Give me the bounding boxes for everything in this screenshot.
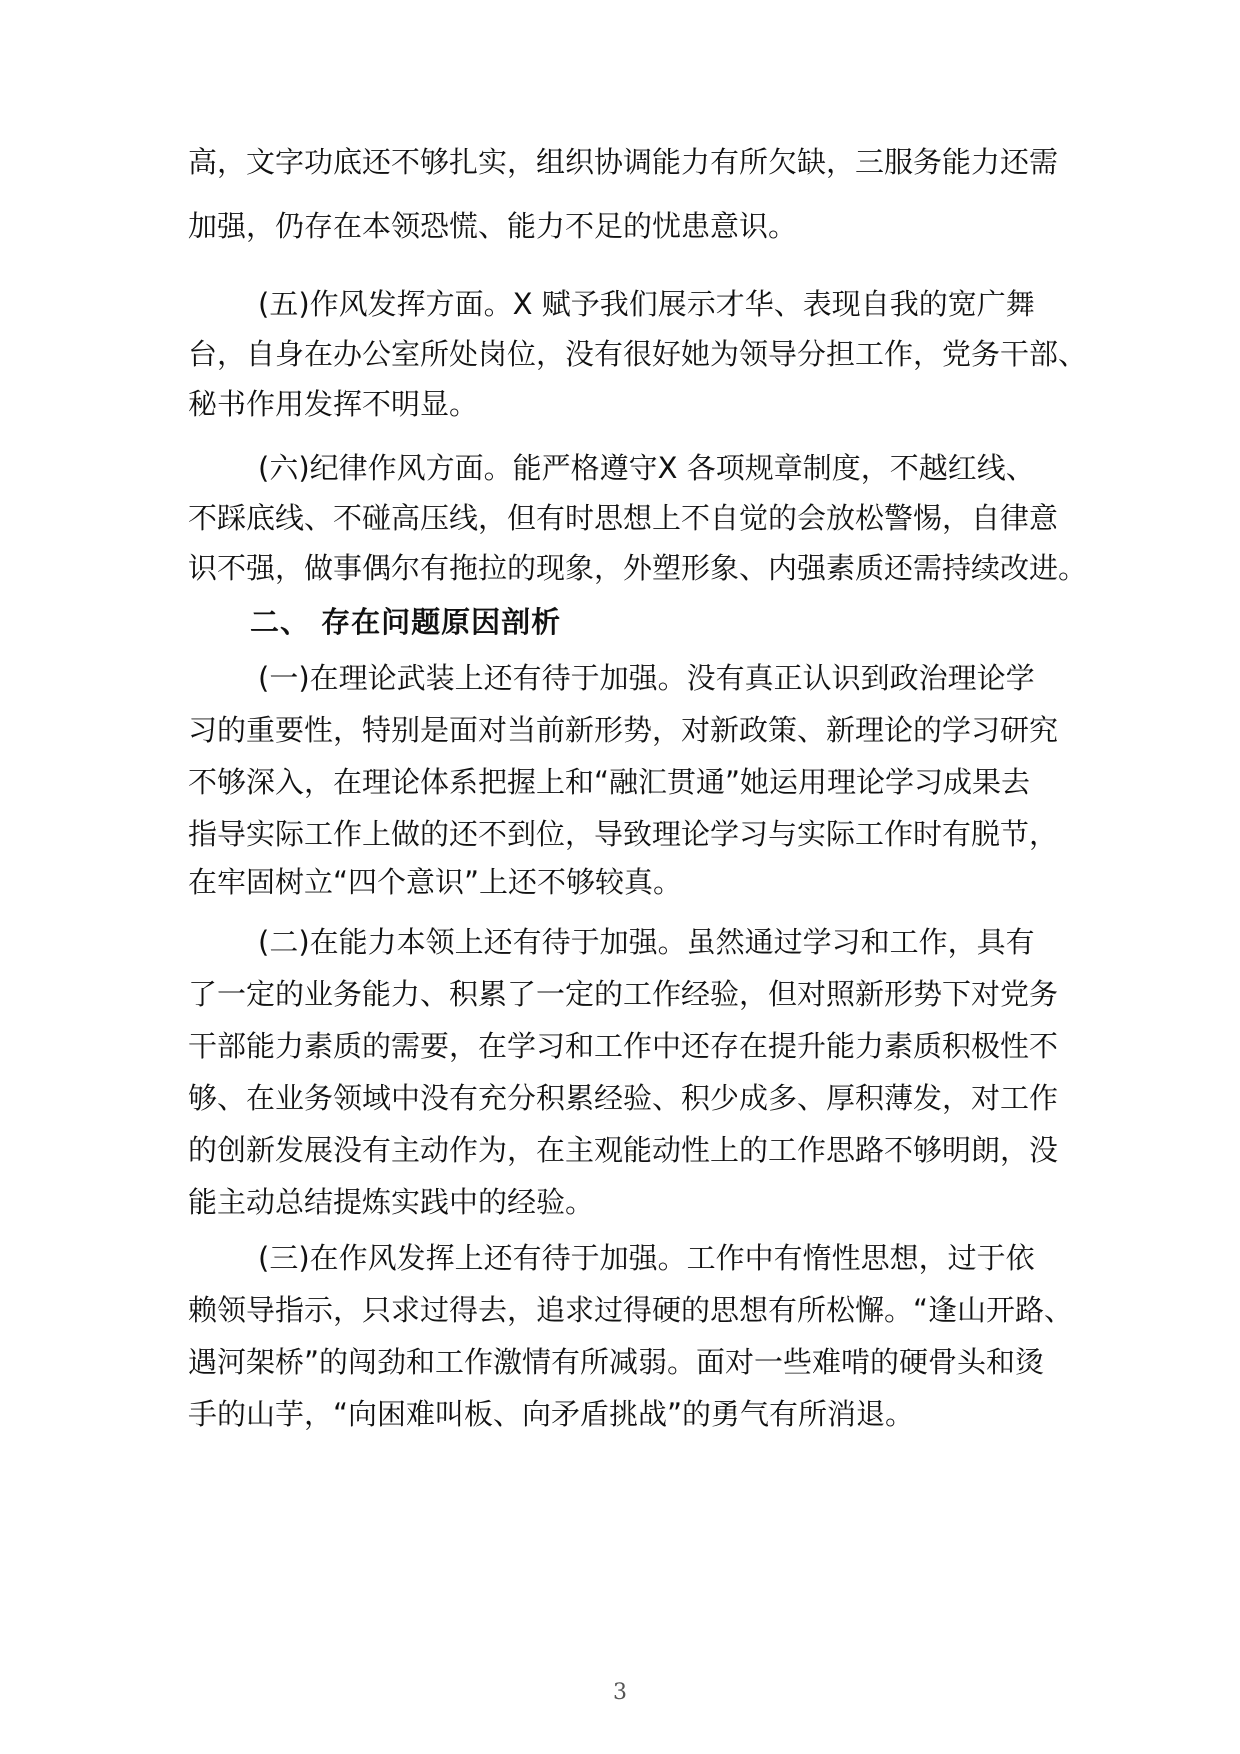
text-line: 不踩底线、不碰高压线，但有时思想上不自觉的会放松警惕，自律意 — [188, 501, 1059, 535]
text-line: 遇河架桥”的闯劲和工作激情有所减弱。面对一些难啃的硬骨头和烫 — [188, 1345, 1045, 1379]
text-line: (三)在作风发挥上还有待于加强。工作中有惰性思想，过于依 — [258, 1241, 1035, 1275]
text-line: 台，自身在办公室所处岗位，没有很好她为领导分担工作，党务干部、 — [188, 337, 1088, 371]
text-line: (五)作风发挥方面。X 赋予我们展示才华、表现自我的宽广舞 — [258, 287, 1035, 321]
page-number: 3 — [613, 1680, 627, 1705]
text-line: 的创新发展没有主动作为，在主观能动性上的工作思路不够明朗，没 — [188, 1133, 1059, 1167]
text-line: 习的重要性，特别是面对当前新形势，对新政策、新理论的学习研究 — [188, 713, 1059, 747]
text-line: 赖领导指示，只求过得去，追求过得硬的思想有所松懈。“逢山开路、 — [188, 1293, 1074, 1327]
text-line: 能主动总结提炼实践中的经验。 — [188, 1185, 595, 1219]
text-line: 不够深入，在理论体系把握上和“融汇贯通”她运用理论学习成果去 — [188, 765, 1031, 799]
text-line: 识不强，做事偶尔有拖拉的现象，外塑形象、内强素质还需持续改进。 — [188, 551, 1088, 585]
text-line: 在牢固树立“四个意识”上还不够较真。 — [188, 865, 683, 899]
text-line: 指导实际工作上做的还不到位，导致理论学习与实际工作时有脱节， — [188, 817, 1059, 851]
text-line: (一)在理论武装上还有待于加强。没有真正认识到政治理论学 — [258, 661, 1035, 695]
text-line: 干部能力素质的需要，在学习和工作中还存在提升能力素质积极性不 — [188, 1029, 1059, 1063]
section-heading: 二、 存在问题原因剖析 — [250, 605, 562, 639]
text-line: (二)在能力本领上还有待于加强。虽然通过学习和工作，具有 — [258, 925, 1035, 959]
text-line: 秘书作用发挥不明显。 — [188, 387, 479, 421]
text-line: 加强，仍存在本领恐慌、能力不足的忧患意识。 — [188, 209, 798, 243]
text-line: (六)纪律作风方面。能严格遵守X 各项规章制度，不越红线、 — [258, 451, 1035, 485]
text-line: 够、在业务领域中没有充分积累经验、积少成多、厚积薄发，对工作 — [188, 1081, 1059, 1115]
text-line: 了一定的业务能力、积累了一定的工作经验，但对照新形势下对党务 — [188, 977, 1059, 1011]
text-line: 高，文字功底还不够扎实，组织协调能力有所欠缺，三服务能力还需 — [188, 145, 1059, 179]
text-line: 手的山芋，“向困难叫板、向矛盾挑战”的勇气有所消退。 — [188, 1397, 915, 1431]
